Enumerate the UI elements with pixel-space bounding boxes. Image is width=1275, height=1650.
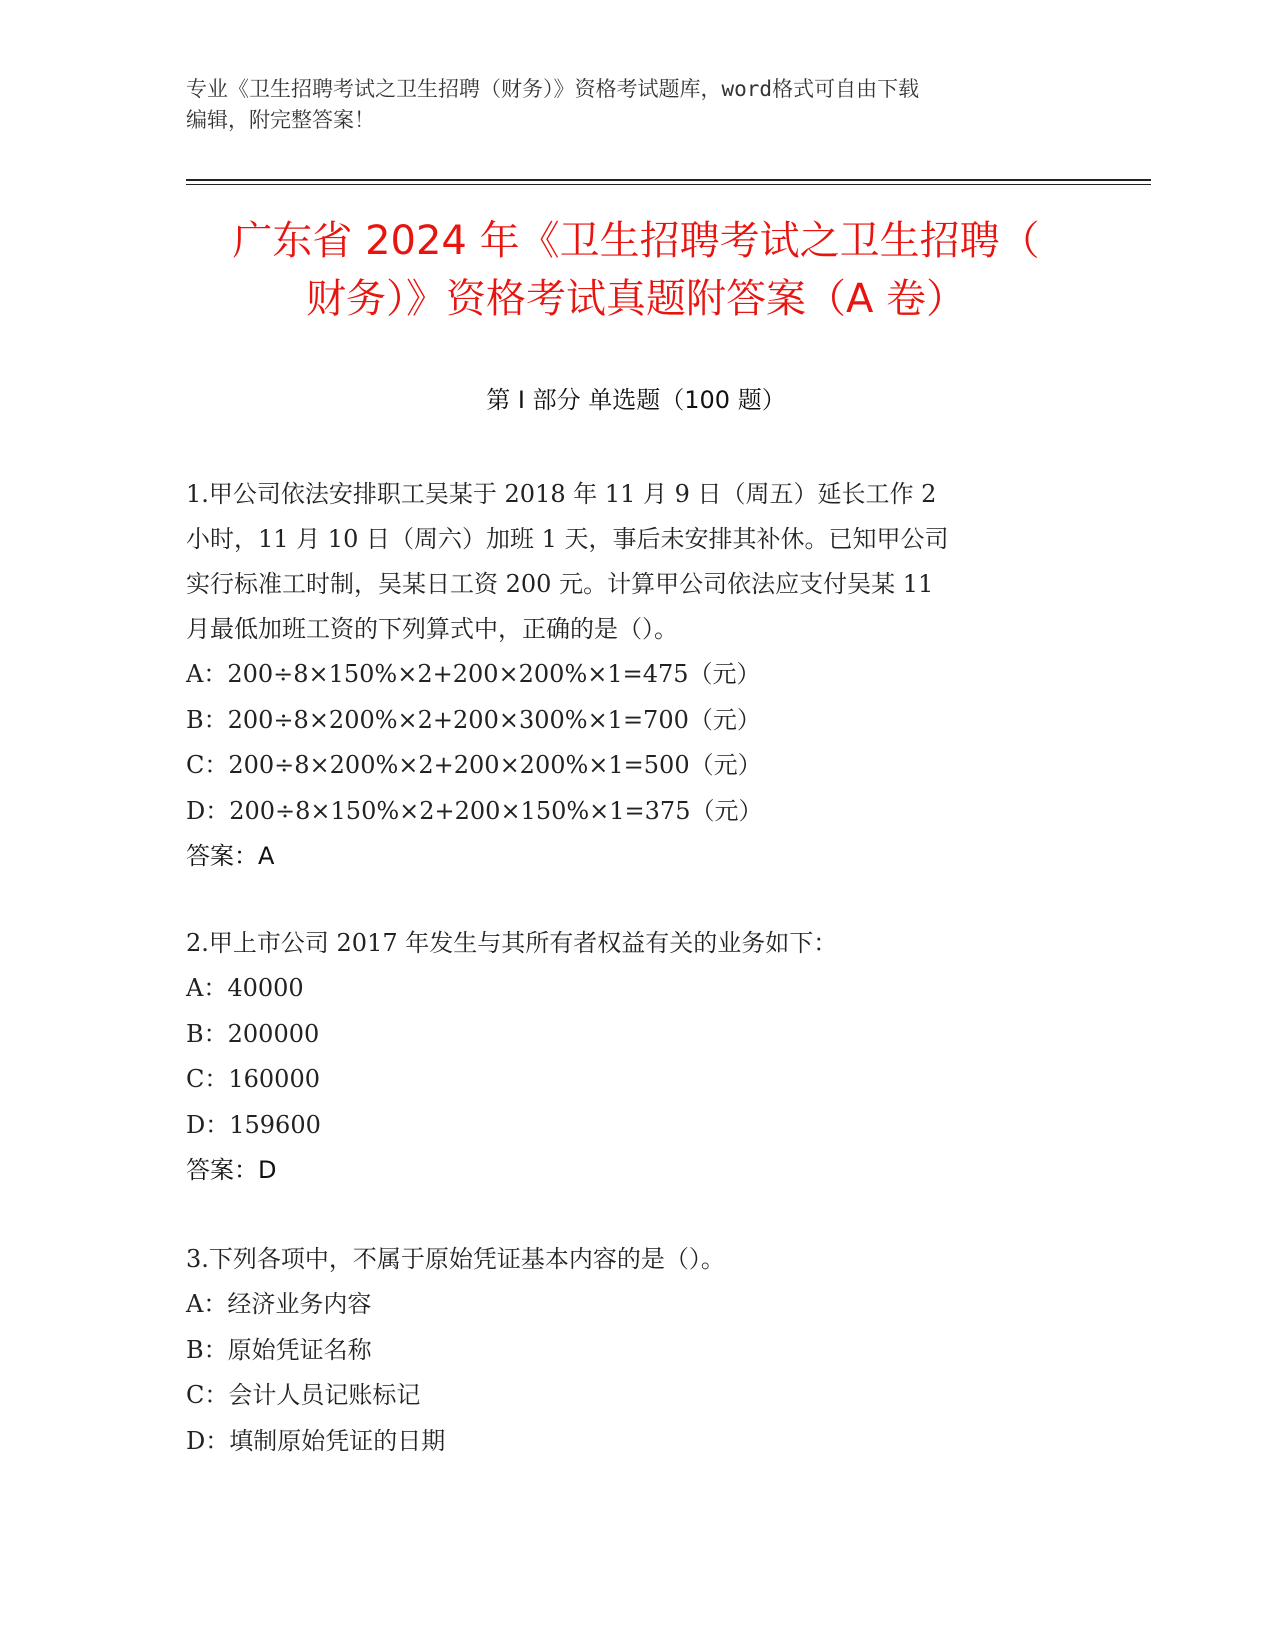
header-note-line-1: 专业《卫生招聘考试之卫生招聘（财务）》资格考试题库，word格式可自由下载 [186,77,920,101]
option-d: D：200÷8×150%×2+200×150%×1=375（元） [186,796,763,825]
option-d: D：填制原始凭证的日期 [186,1426,446,1455]
option-c: C：会计人员记账标记 [186,1381,421,1409]
header-divider-thin [186,184,1151,185]
option-a: A：40000 [186,974,304,1002]
header-divider-thick [186,179,1151,181]
question-2 [186,921,1086,1193]
question-stem-line: 2.甲上市公司 2017 年发生与其所有者权益有关的业务如下： [186,929,838,957]
question-3 [186,1237,1086,1464]
header-note [186,74,1066,136]
option-c: C：160000 [186,1065,320,1093]
answer-line: 答案：A [186,842,275,870]
document-title [186,212,1086,328]
document-title-line-1: 广东省 2024 年《卫生招聘考试之卫生招聘（ [232,218,1040,264]
option-b: B：原始凭证名称 [186,1335,372,1364]
option-d: D：159600 [186,1110,321,1139]
header-note-line-2: 编辑，附完整答案！ [186,108,375,132]
option-a: A：200÷8×150%×2+200×200%×1=475（元） [186,660,761,688]
option-b: B：200÷8×200%×2+200×300%×1=700（元） [186,705,761,734]
answer-line: 答案：D [186,1156,277,1184]
option-b: B：200000 [186,1019,320,1048]
question-stem-line: 月最低加班工资的下列算式中，正确的是（）。 [186,615,678,643]
question-stem-line: 实行标准工时制，吴某日工资 200 元。计算甲公司依法应支付吴某 11 [186,570,934,598]
section-title: 第 I 部分 单选题（100 题） [486,386,786,414]
question-1 [186,472,1086,879]
option-a: A：经济业务内容 [186,1290,372,1318]
question-stem-line: 小时，11 月 10 日（周六）加班 1 天，事后未安排其补休。已知甲公司 [186,525,949,553]
question-stem-line: 1.甲公司依法安排职工吴某于 2018 年 11 月 9 日（周五）延长工作 2 [186,480,937,508]
question-stem-line: 3.下列各项中，不属于原始凭证基本内容的是（）。 [186,1245,725,1273]
document-title-line-2: 财务）》资格考试真题附答案（A 卷） [305,276,967,322]
option-c: C：200÷8×200%×2+200×200%×1=500（元） [186,751,762,779]
